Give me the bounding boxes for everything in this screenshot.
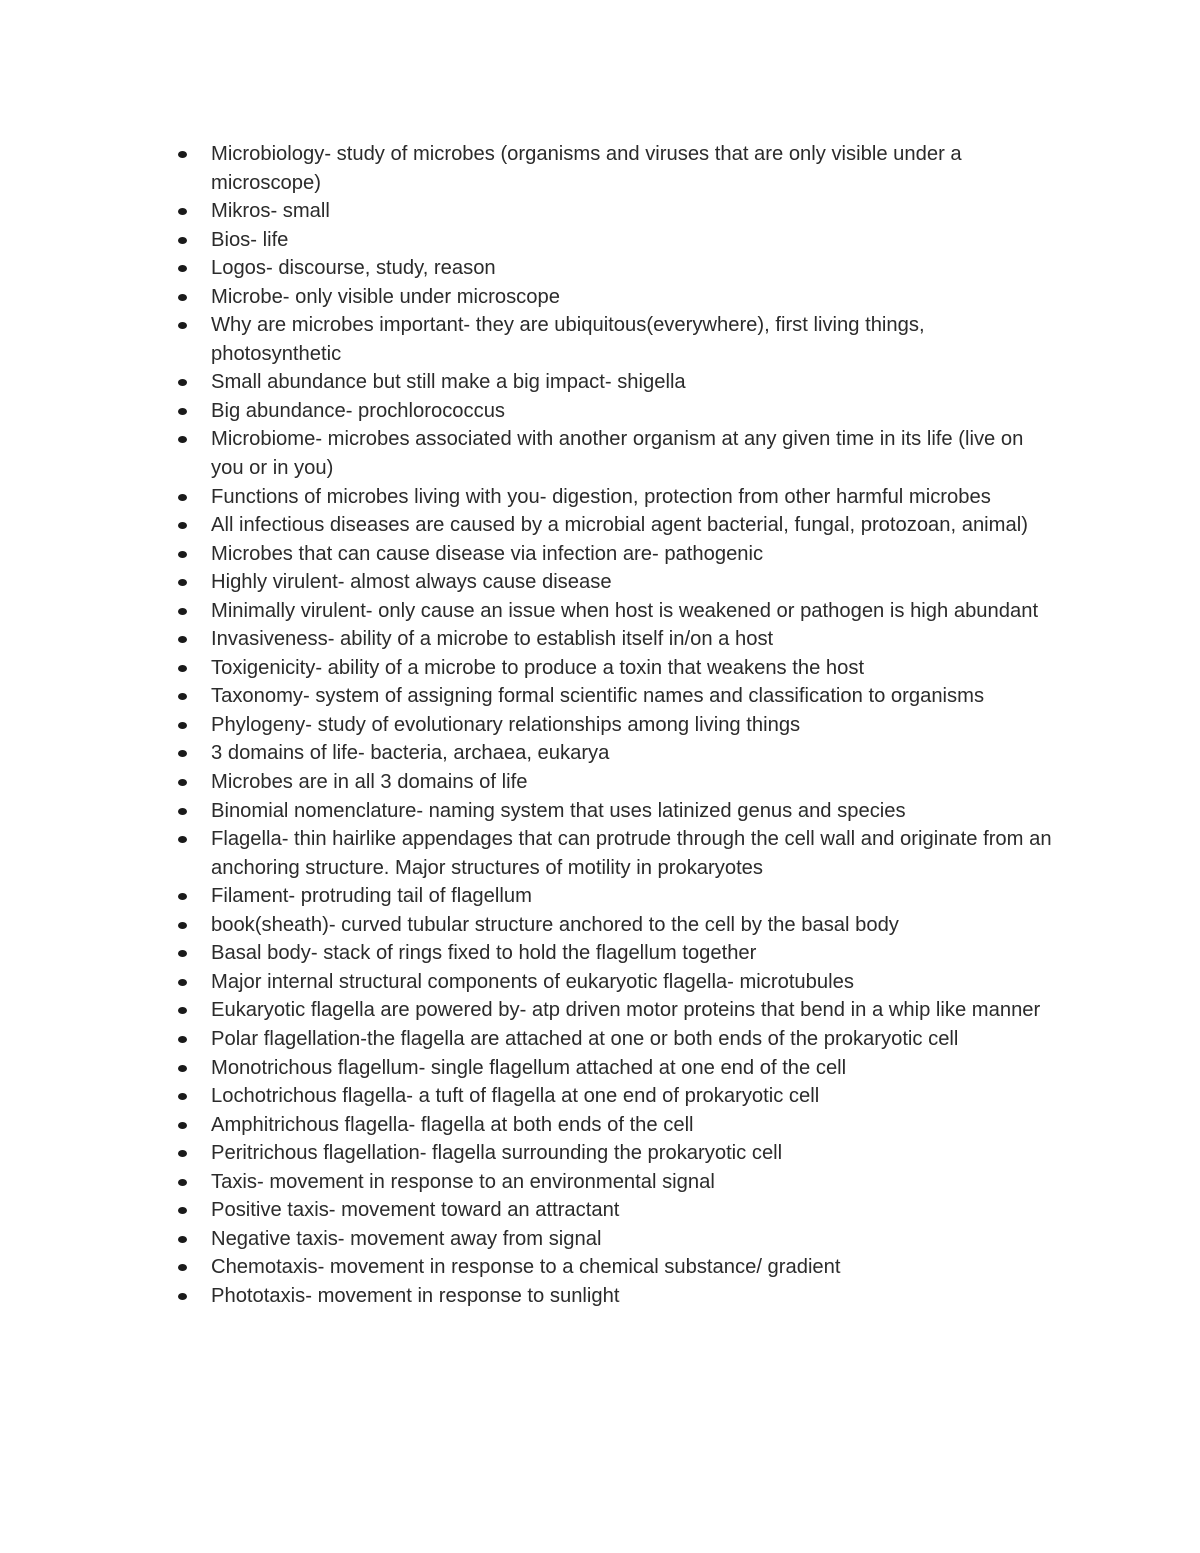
bullet-icon	[178, 1122, 187, 1129]
bullet-icon	[178, 922, 187, 929]
bullet-icon	[178, 808, 187, 815]
bullet-icon	[178, 950, 187, 957]
bullet-icon	[178, 436, 187, 443]
list-item-text: Phylogeny- study of evolutionary relationships among living things	[211, 713, 801, 736]
list-item	[176, 568, 1056, 597]
list-item-text: Filament- protruding tail of flagellum	[211, 885, 532, 908]
list-item	[176, 1196, 1056, 1225]
list-item	[176, 1282, 1056, 1311]
list-item-text: Taxonomy- system of assigning formal scientific names and classification to organisms	[211, 685, 985, 708]
bullet-icon	[178, 494, 187, 501]
list-item	[176, 311, 1056, 368]
list-item-text: Small abundance but still make a big impact- shigella	[211, 371, 686, 394]
list-item-text: Eukaryotic flagella are powered by- atp driven motor proteins that bend in a whip like manner	[211, 999, 1041, 1022]
bullet-icon	[178, 551, 187, 558]
bullet-icon	[178, 579, 187, 586]
list-item	[176, 1139, 1056, 1168]
list-item-text: Phototaxis- movement in response to sunlight	[211, 1284, 620, 1307]
list-item	[176, 140, 1056, 197]
list-item-text: Invasiveness- ability of a microbe to establish itself in/on a host	[211, 628, 774, 651]
list-item	[176, 968, 1056, 997]
list-item-text: Polar flagellation-the flagella are attached at one or both ends of the prokaryotic cell	[211, 1027, 959, 1050]
bullet-icon	[178, 779, 187, 786]
bullet-icon	[178, 151, 187, 158]
list-item-text: All infectious diseases are caused by a microbial agent bacterial, fungal, protozoan, animal)	[211, 514, 1028, 537]
list-item-text: Logos- discourse, study, reason	[211, 257, 496, 280]
list-item	[176, 511, 1056, 540]
list-item	[176, 483, 1056, 512]
bullet-icon	[178, 1065, 187, 1072]
list-item-text: book(sheath)- curved tubular structure anchored to the cell by the basal body	[211, 913, 899, 936]
bullet-icon	[178, 636, 187, 643]
list-item	[176, 1168, 1056, 1197]
list-item	[176, 682, 1056, 711]
bullet-icon	[178, 608, 187, 615]
list-item-text: Basal body- stack of rings fixed to hold the flagellum together	[211, 942, 757, 965]
list-item	[176, 939, 1056, 968]
bullet-icon	[178, 1264, 187, 1271]
list-item	[176, 425, 1056, 482]
list-item	[176, 625, 1056, 654]
list-item-text: Amphitrichous flagella- flagella at both ends of the cell	[211, 1113, 694, 1136]
list-item-text: Toxigenicity- ability of a microbe to produce a toxin that weakens the host	[211, 656, 865, 679]
bullet-icon	[178, 836, 187, 843]
bullet-icon	[178, 893, 187, 900]
list-item-text: Lochotrichous flagella- a tuft of flagella at one end of prokaryotic cell	[211, 1085, 820, 1108]
list-item	[176, 654, 1056, 683]
list-item-text: Taxis- movement in response to an environmental signal	[211, 1170, 715, 1193]
bullet-icon	[178, 665, 187, 672]
list-item	[176, 1054, 1056, 1083]
list-item	[176, 283, 1056, 312]
list-item	[176, 739, 1056, 768]
list-item-text: Highly virulent- almost always cause disease	[211, 571, 612, 594]
list-item	[176, 1025, 1056, 1054]
list-item-text: Binomial nomenclature- naming system that uses latinized genus and species	[211, 799, 906, 822]
list-item	[176, 397, 1056, 426]
list-item-text: 3 domains of life- bacteria, archaea, eukarya	[211, 742, 610, 765]
bullet-icon	[178, 1179, 187, 1186]
list-item-text: Minimally virulent- only cause an issue when host is weakened or pathogen is high abundant	[211, 599, 1039, 622]
list-item	[176, 911, 1056, 940]
bullet-icon	[178, 1093, 187, 1100]
list-item	[176, 825, 1056, 882]
list-item-text: Negative taxis- movement away from signal	[211, 1227, 602, 1250]
bullet-icon	[178, 408, 187, 415]
list-item-text: Mikros- small	[211, 200, 330, 223]
list-item-text: Functions of microbes living with you- digestion, protection from other harmful microbes	[211, 485, 991, 508]
bullet-icon	[178, 1150, 187, 1157]
list-item-text: Big abundance- prochlorococcus	[211, 399, 506, 422]
list-item-text: Microbe- only visible under microscope	[211, 285, 560, 308]
list-item-text: Monotrichous flagellum- single flagellum attached at one end of the cell	[211, 1056, 847, 1079]
bullet-icon	[178, 265, 187, 272]
list-item	[176, 711, 1056, 740]
list-item	[176, 1253, 1056, 1282]
list-item-text: Microbes are in all 3 domains of life	[211, 771, 528, 794]
bullet-icon	[178, 522, 187, 529]
list-item	[176, 226, 1056, 255]
bullet-icon	[178, 1036, 187, 1043]
bullet-icon	[178, 1207, 187, 1214]
bullet-icon	[178, 979, 187, 986]
bullet-icon	[178, 237, 187, 244]
list-item	[176, 1082, 1056, 1111]
bullet-icon	[178, 322, 187, 329]
list-item-text: Why are microbes important- they are ubiquitous(everywhere), first living things, photosynthetic	[211, 314, 925, 365]
list-item	[176, 996, 1056, 1025]
list-item	[176, 797, 1056, 826]
list-item-text: Positive taxis- movement toward an attractant	[211, 1199, 620, 1222]
list-item	[176, 1225, 1056, 1254]
list-item-text: Microbiome- microbes associated with another organism at any given time in its life (live on you or in you)	[211, 428, 1024, 480]
list-item-text: Peritrichous flagellation- flagella surrounding the prokaryotic cell	[211, 1142, 783, 1165]
list-item-text: Microbes that can cause disease via infection are- pathogenic	[211, 542, 764, 565]
list-item	[176, 368, 1056, 397]
bullet-icon	[178, 379, 187, 386]
list-item-text: Bios- life	[211, 228, 289, 251]
list-item	[176, 540, 1056, 569]
bullet-icon	[178, 1236, 187, 1243]
bullet-icon	[178, 1293, 187, 1300]
notes-bullet-list	[176, 140, 1056, 1310]
list-item	[176, 197, 1056, 226]
list-item	[176, 768, 1056, 797]
bullet-icon	[178, 693, 187, 700]
list-item	[176, 597, 1056, 626]
bullet-icon	[178, 294, 187, 301]
bullet-icon	[178, 722, 187, 729]
bullet-icon	[178, 1007, 187, 1014]
bullet-icon	[178, 208, 187, 215]
list-item-text: Chemotaxis- movement in response to a chemical substance/ gradient	[211, 1256, 841, 1279]
list-item	[176, 1111, 1056, 1140]
list-item	[176, 882, 1056, 911]
list-item-text: Major internal structural components of eukaryotic flagella- microtubules	[211, 970, 854, 993]
list-item-text: Microbiology- study of microbes (organisms and viruses that are only visible under a microscope)	[211, 143, 962, 194]
bullet-icon	[178, 750, 187, 757]
list-item-text: Flagella- thin hairlike appendages that can protrude through the cell wall and originate from an anchoring structure. Major structures of motility in prokaryotes	[211, 828, 1052, 879]
list-item	[176, 254, 1056, 283]
